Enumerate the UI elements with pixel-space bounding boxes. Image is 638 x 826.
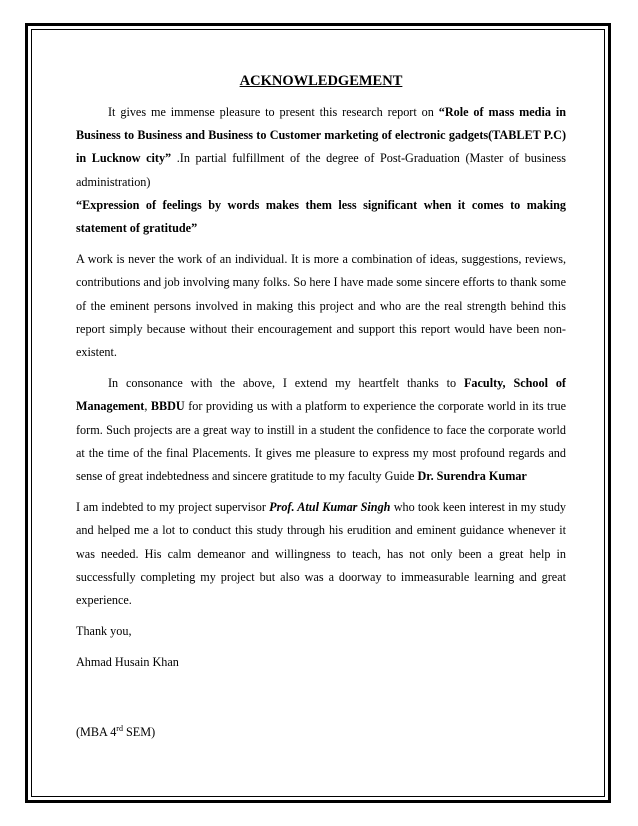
quote-text: “Expression of feelings by words makes them less significant when it comes to making statement of gratitude” bbox=[76, 197, 566, 236]
supervisor-name: Prof. Atul Kumar Singh bbox=[269, 500, 391, 515]
program-line bbox=[76, 721, 566, 744]
page-title: ACKNOWLEDGEMENT bbox=[239, 73, 403, 89]
thanks-intro: In consonance with the above, I extend my heartfelt thanks to bbox=[108, 376, 464, 391]
intro-paragraph bbox=[76, 101, 566, 194]
ordinal-suffix: rd bbox=[116, 723, 123, 733]
institution-name: Faculty, School of Management bbox=[76, 376, 566, 414]
thanks-paragraph bbox=[76, 372, 566, 488]
gratitude-quote bbox=[76, 194, 566, 240]
thanks-middle: for providing us with a platform to experience the corporate world in its true form. Such projects are a great way to instill in a student the confidence to face the corporate world at the time of the final Placements. It gives me pleasure to express my most profound regards and sense of great indebtedness and sincere gratitude to my faculty Guide bbox=[76, 399, 567, 484]
acknowledgement-body bbox=[76, 70, 566, 744]
report-title: “Role of mass media in Business to Business and Business to Customer marketing of electronic gadgets(TABLET P.C) in Lucknow city” bbox=[76, 105, 567, 166]
university-name: BBDU bbox=[150, 399, 185, 414]
supervisor-rest: who took keen interest in my study and helped me a lot to conduct this study through his erudition and eminent guidance whenever it was needed. His calm demeanor and willingness to teach, has not only been a great help in successfully completing my project but also was a doorway to immeasurable learning and great experience. bbox=[76, 500, 567, 608]
program-prefix: (MBA 4 bbox=[76, 724, 117, 739]
intro-rest: .In partial fulfillment of the degree of Post-Graduation (Master of business administration) bbox=[76, 151, 566, 189]
intro-text: It gives me immense pleasure to present this research report on bbox=[108, 105, 439, 119]
program-suffix: SEM) bbox=[122, 724, 156, 739]
supervisor-intro: I am indebted to my project supervisor bbox=[76, 500, 270, 515]
author-name: Ahmad Husain Khan bbox=[76, 655, 179, 670]
closing-line: Thank you, bbox=[76, 624, 132, 639]
work-paragraph: A work is never the work of an individual. It is more a combination of ideas, suggestions, reviews, contributions and job involving many folks. So here I have made some sincere efforts to thank some of the eminent persons involved in making this project and who are the real strength behind this report simply because without their encouragement and support this report would have been non-existent. bbox=[76, 252, 566, 360]
separator-text: , bbox=[144, 399, 151, 414]
supervisor-paragraph bbox=[76, 496, 566, 612]
guide-name: Dr. Surendra Kumar bbox=[417, 469, 527, 484]
